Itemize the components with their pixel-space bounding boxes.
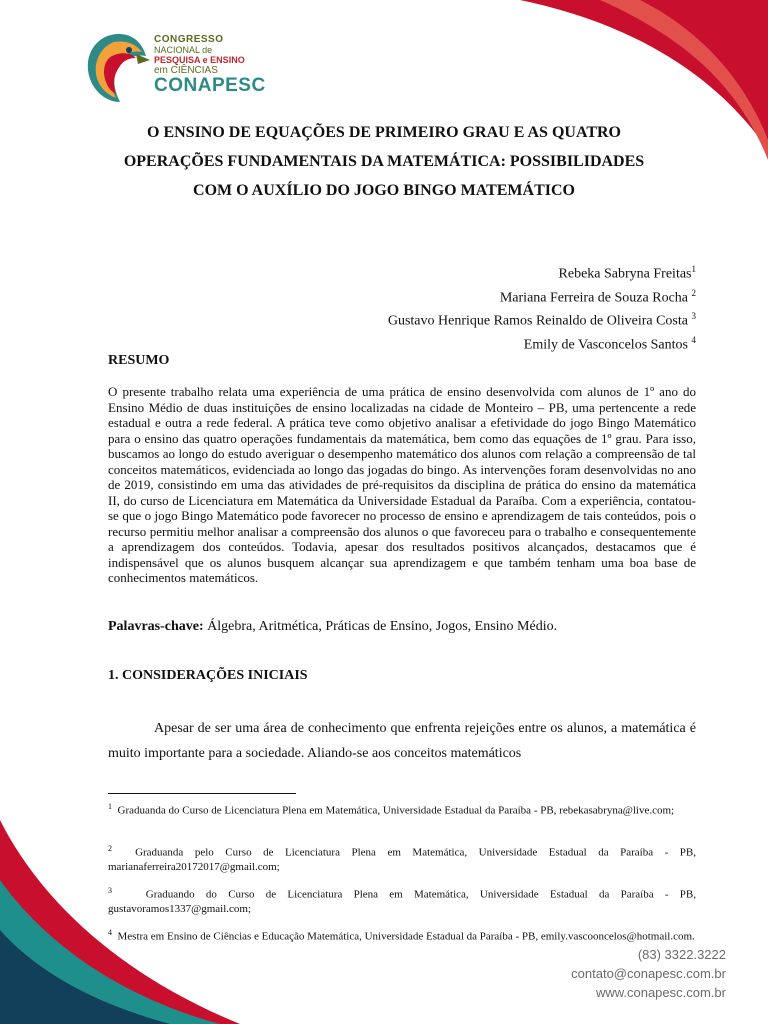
logo-brand: CONAPESC: [154, 75, 266, 96]
section-paragraph: Apesar de ser uma área de conhecimento que enfrenta rejeições entre os alunos, a matemática é muito importante para a sociedade. Aliando-se aos conceitos matemáticos: [108, 721, 696, 761]
author-footnote-mark[interactable]: 3: [691, 311, 696, 322]
author: Mariana Ferreira de Souza Rocha $^2$: [499, 287, 696, 306]
section-heading: 1. CONSIDERAÇÕES INICIAIS: [108, 668, 308, 683]
keywords: [108, 619, 696, 635]
footnote: [108, 800, 696, 818]
conapesc-logo: [84, 30, 304, 108]
footnote-text: Graduanda pelo Curso de Licenciatura Plena em Matemática, Universidade Estadual da Paraíba - PB, marianaferreira20172017@gmail.com;: [108, 846, 697, 873]
footnote-text: Graduando do Curso de Licenciatura Plena em Matemática, Universidade Estadual da Paraíba - PB, gustavoramos1337@gmail.com;: [108, 888, 696, 915]
footnote-text: Graduanda do Curso de Licenciatura Plena em Matemática, Universidade Estadual da Paraíba - PB, rebekasabryna@live.com;: [117, 804, 675, 817]
author-list: [388, 260, 696, 355]
author: Gustavo Henrique Ramos Reinaldo de Oliveira Costa $^3$: [387, 311, 696, 329]
footnote-mark: 2: [108, 844, 112, 853]
logo-line-nacional: NACIONAL de: [154, 45, 213, 55]
footnote: [108, 884, 696, 916]
paper-title: O ENSINO DE EQUAÇÕES DE PRIMEIRO GRAU E AS QUATRO OPERAÇÕES FUNDAMENTAIS DA MATEMÁTICA: POSSIBILIDADES COM O AUXÍLIO DO JOGO BINGO MATEMÁTICO: [123, 124, 645, 199]
parrot-logo-icon: [84, 30, 154, 106]
abstract-text: O presente trabalho relata uma experiência de uma prática de ensino desenvolvida com alunos de 1º ano do Ensino Médio de duas instituições de ensino localizadas na cidade de Monteiro – PB, uma pertencente a rede estadual e outra a rede federal. A prática teve como objetivo analisar a efetividade do jogo Bingo Matemático para o ensino das quatro operações fundamentais da matemática, bem como das equações de 1º grau. Para isso, buscamos ao longo do estudo averiguar o desempenho matemático dos alunos com relação a compreensão de tal conceitos matemáticos, evidenciada ao longo das jogadas do bingo. As intervenções foram desenvolvidas no ano de 2019, consistindo em uma das atividades de pré-requisitos da disciplina de prática do ensino da matemática II, do curso de Licenciatura em Matemática da Universidade Estadual da Paraíba. Com a experiência, contatou-se que o jogo Bingo Matemático pode favorecer no processo de ensino e aprendizagem de tais conteúdos, pois o recurso permitiu melhor analisar a compreensão dos alunos o que favoreceu para o trabalho e consequentemente a aprendizagem dos conteúdos. Todavia, apesar dos resultados positivos alcançados, destacamos que é indispensável que os alunos busquem alcançar sua aprendizagem e que também tenham uma boa base de conhecimentos matemáticos.: [108, 384, 696, 585]
author-footnote-mark[interactable]: 4: [691, 334, 696, 345]
footnote-mark: 4: [108, 928, 112, 937]
contact-email[interactable]: contato@conapesc.com.br: [571, 966, 726, 981]
abstract-heading: RESUMO: [108, 353, 170, 368]
author-footnote-mark[interactable]: 1: [691, 264, 696, 274]
footnote-divider: [108, 793, 296, 794]
contact-website[interactable]: www.conapesc.com.br: [595, 985, 726, 1000]
footnote-mark: 1: [108, 802, 112, 811]
author: Emily de Vasconcelos Santos $^4$: [523, 334, 696, 353]
logo-line-congresso: CONGRESSO: [154, 34, 224, 45]
logo-line-pesquisa: PESQUISA e ENSINO: [154, 55, 245, 65]
logo-line-ciencias: em CIÊNCIAS: [154, 65, 218, 76]
footnote-mark: 3: [108, 886, 112, 895]
footnote-text: Mestra em Ensino de Ciências e Educação Matemática, Universidade Estadual da Paraíba - PB, emily.vascooncelos@hotmail.com.: [117, 930, 695, 943]
footnote: [108, 842, 696, 874]
logo-wordmark: [154, 34, 266, 96]
author: Rebeka Sabryna Freitas$^1$: [558, 264, 696, 282]
author-footnote-mark[interactable]: 2: [691, 287, 696, 298]
contact-phone[interactable]: (83) 3322.3222: [637, 947, 726, 962]
keywords-text: Álgebra, Aritmética, Práticas de Ensino, Jogos, Ensino Médio.: [207, 619, 558, 634]
footnote: [108, 926, 696, 944]
keywords-label: Palavras-chave:: [108, 619, 204, 634]
